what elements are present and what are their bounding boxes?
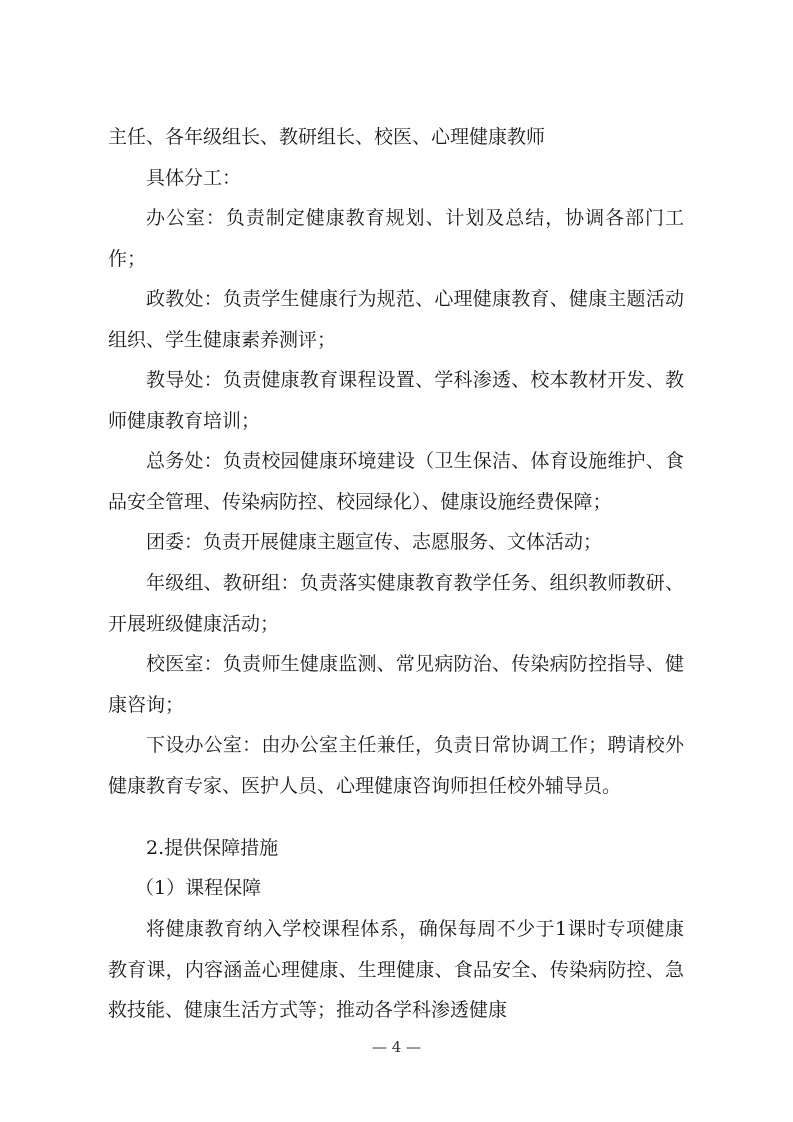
paragraph-sub-office: 下设办公室：由办公室主任兼任，负责日常协调工作；聘请校外健康教育专家、医护人员、心理健康咨询师担任校外辅导员。: [108, 734, 684, 797]
paragraph-clinic: 校医室：负责师生健康监测、常见病防治、传染病防控指导、健康咨询；: [108, 653, 684, 716]
paragraph-continued: 主任、各年级组长、教研组长、校医、心理健康教师: [108, 126, 546, 148]
paragraph-division-heading: 具体分工：: [146, 167, 242, 189]
subsection-heading: （1）课程保障: [135, 877, 262, 899]
paragraph-grade-groups: 年级组、教研组：负责落实健康教育教学任务、组织教师教研、开展班级健康活动；: [108, 572, 684, 635]
paragraph-political-education: 政教处：负责学生健康行为规范、心理健康教育、健康主题活动组织、学生健康素养测评；: [108, 288, 684, 351]
section-heading: 2.提供保障措施: [146, 837, 279, 859]
paragraph-youth-league: 团委：负责开展健康主题宣传、志愿服务、文体活动；: [146, 531, 603, 553]
page-number: — 4 —: [371, 1038, 422, 1056]
paragraph-general-affairs: 总务处：负责校园健康环境建设（卫生保洁、体育设施维护、食品安全管理、传染病防控、校园绿化）、健康设施经费保障；: [108, 450, 684, 513]
paragraph-academic-affairs: 教导处：负责健康教育课程设置、学科渗透、校本教材开发、教师健康教育培训；: [108, 369, 684, 432]
paragraph-office: 办公室：负责制定健康教育规划、计划及总结，协调各部门工作；: [108, 207, 684, 270]
paragraph-curriculum: 将健康教育纳入学校课程体系，确保每周不少于1课时专项健康教育课，内容涵盖心理健康、生理健康、食品安全、传染病防控、急救技能、健康生活方式等；推动各学科渗透健康: [108, 918, 684, 1021]
